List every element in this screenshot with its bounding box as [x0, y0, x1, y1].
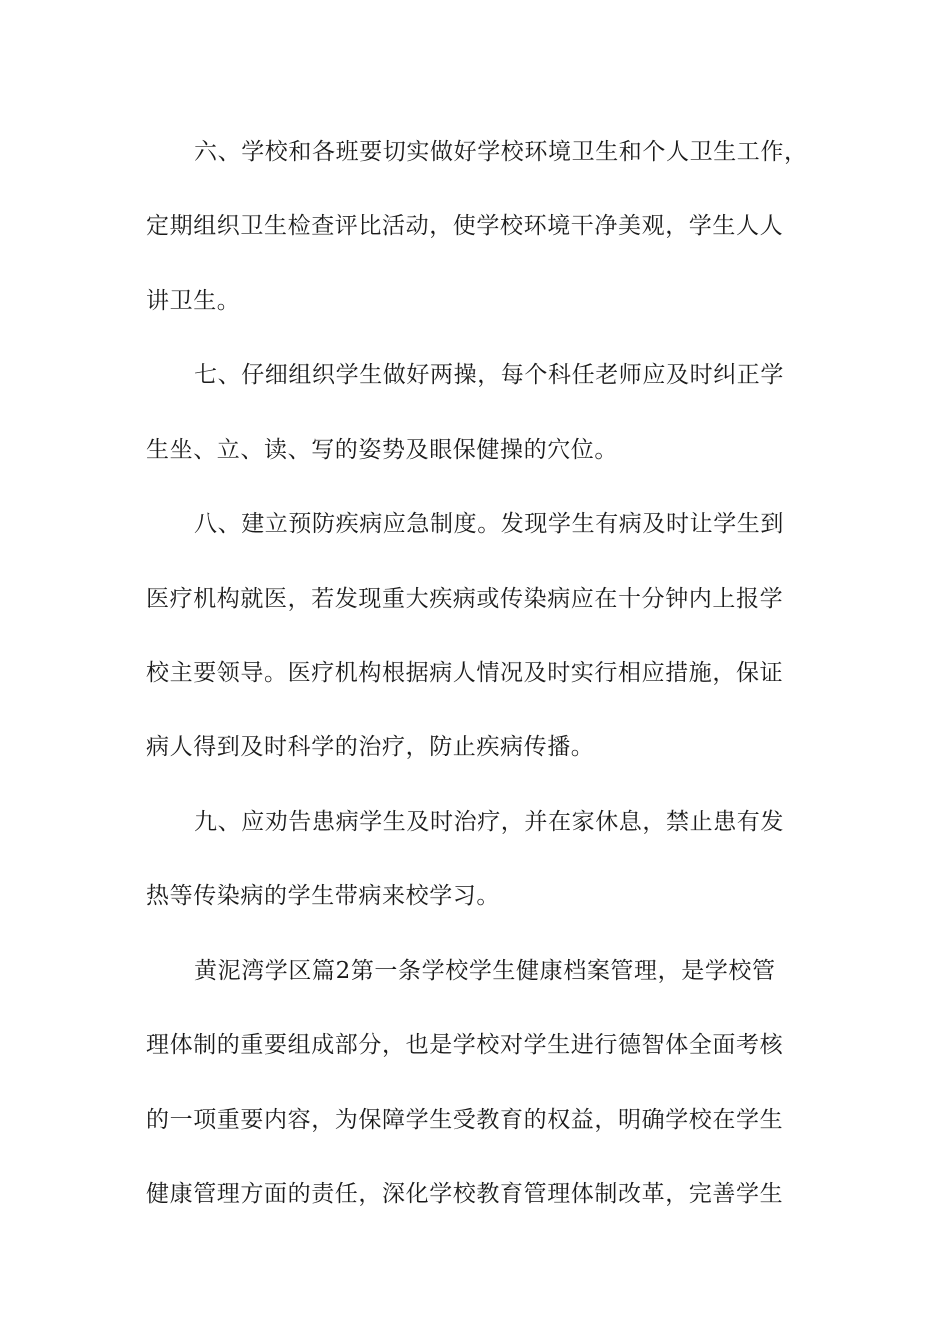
paragraph-8-line-2: 医疗机构就医，若发现重大疾病或传染病应在十分钟内上报学: [146, 586, 784, 612]
paragraph-9-line-2: 热等传染病的学生带病来校学习。: [146, 883, 500, 909]
paragraph-8-line-4: 病人得到及时科学的治疗，防止疾病传播。: [146, 734, 595, 760]
paragraph-7-line-1: 七、仔细组织学生做好两操，每个科任老师应及时纠正学: [194, 362, 784, 388]
paragraph-9-line-1: 九、应劝告患病学生及时治疗，并在家休息，禁止患有发: [194, 809, 784, 835]
paragraph-7-line-2: 生坐、立、读、写的姿势及眼保健操的穴位。: [146, 437, 618, 463]
paragraph-8-line-3: 校主要领导。医疗机构根据病人情况及时实行相应措施，保证: [146, 660, 784, 686]
paragraph-6-line-2: 定期组织卫生检查评比活动，使学校环境干净美观，学生人人: [146, 213, 784, 239]
paragraph-10-line-1: 黄泥湾学区篇2第一条学校学生健康档案管理，是学校管: [194, 958, 776, 984]
paragraph-6-line-1: 六、学校和各班要切实做好学校环境卫生和个人卫生工作，: [194, 139, 808, 165]
paragraph-6-line-3: 讲卫生。: [146, 288, 241, 314]
paragraph-10-line-2: 理体制的重要组成部分，也是学校对学生进行德智体全面考核: [146, 1032, 784, 1058]
paragraph-10-line-3: 的一项重要内容，为保障学生受教育的权益，明确学校在学生: [146, 1107, 784, 1133]
paragraph-10-line-4: 健康管理方面的责任，深化学校教育管理体制改革，完善学生: [146, 1181, 784, 1207]
paragraph-8-line-1: 八、建立预防疾病应急制度。发现学生有病及时让学生到: [194, 511, 784, 537]
